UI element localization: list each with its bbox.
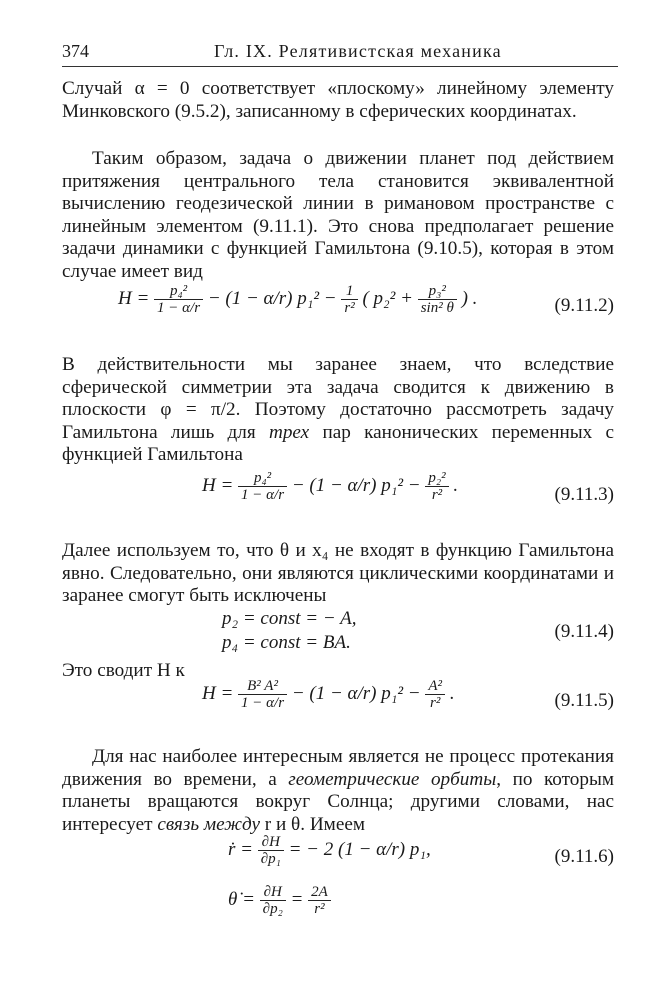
eq5-middle: − (1 − α/r) p₁² −	[291, 682, 421, 704]
eq5-number: (9.11.5)	[554, 690, 614, 711]
equation-9-11-2	[62, 283, 614, 341]
eq3-tail: .	[453, 474, 459, 496]
paragraph-1: Случай α = 0 соответствует «плоскому» линейному элементу Минковского (9.5.2), записанному в сферических координатах.	[62, 78, 614, 122]
header-rule	[62, 66, 618, 67]
paragraph-6-emphasis-1: геометрические орбиты	[288, 768, 497, 790]
eq6-l1-lhs: ṙ =	[228, 838, 253, 860]
eq2-f3-numerator: p₃²	[418, 283, 457, 300]
eq6-l1-rhs: = − 2 (1 − α/r) p₁,	[288, 838, 431, 860]
eq2-f1-numerator: p₄²	[154, 283, 203, 300]
paragraph-3-emphasis: трех	[268, 421, 310, 443]
eq6-l2-result-denominator: r²	[314, 901, 325, 917]
eq6-l2-equals: =	[290, 888, 304, 910]
page-number: 374	[62, 41, 89, 61]
eq6-l2-denominator: ∂p₂	[262, 901, 283, 917]
eq3-lhs: H =	[202, 474, 234, 496]
eq6-l2-result-fraction	[308, 884, 331, 917]
equation-9-11-5	[62, 678, 614, 734]
eq5-f1-denominator: 1 − α/r	[241, 695, 285, 711]
eq3-fraction-2	[425, 470, 448, 503]
eq4-line-1: p₂ = const = − A,	[222, 608, 357, 629]
page-header	[62, 40, 618, 62]
paragraph-3-text-b: пар канонических переменных с функцией Гамильтона	[62, 421, 614, 466]
eq2-fraction-1	[154, 283, 203, 316]
eq2-fraction-3	[418, 283, 457, 316]
paragraph-6	[62, 746, 614, 836]
equation-9-11-3	[62, 470, 614, 528]
eq2-middle-1: − (1 − α/r) p₁² −	[207, 287, 337, 309]
eq5-f1-numerator: B² A²	[238, 678, 287, 695]
eq2-middle-2: ( p₂² +	[362, 287, 413, 309]
eq6-l2-lhs: θ̇ =	[228, 888, 255, 910]
paragraph-5: Это сводит H к	[62, 660, 185, 681]
paragraph-6-text-b: , по которым планеты вращаются вокруг Солнца; другими словами, нас интересует	[62, 768, 615, 835]
eq5-lhs: H =	[202, 682, 234, 704]
eq3-fraction-1	[238, 470, 287, 503]
eq6-l1-numerator: ∂H	[258, 834, 284, 851]
paragraph-4: Далее используем то, что θ и x₄ не входят в функцию Гамильтона явно. Следовательно, они являются циклическими координатами и заранее смогут быть исключены	[62, 540, 614, 607]
eq3-number: (9.11.3)	[554, 484, 614, 505]
paragraph-6-emphasis-2: связь между	[157, 813, 260, 835]
eq4-number: (9.11.4)	[554, 621, 614, 642]
paragraph-6-text-a: Для нас наиболее интересным является не процесс протекания движения во времени, а	[62, 746, 614, 790]
paragraph-3	[62, 354, 614, 467]
eq2-fraction-2	[341, 283, 357, 316]
eq3-f2-numerator: p₂²	[425, 470, 448, 487]
eq3-f1-denominator: 1 − α/r	[241, 487, 285, 503]
eq2-f1-denominator: 1 − α/r	[157, 300, 201, 316]
paragraph-2: Таким образом, задача о движении планет под действием притяжения центрального тела становится эквивалентной вычислению геодезической линии в римановом пространстве с линейным элементом (9.11.1). Это снова предполагает решение задачи динамики с функцией Гамильтона (9.10.5), которая в этом случае имеет вид	[62, 148, 614, 282]
paragraph-3-text-a: В действительности мы заранее знаем, что вследствие сферической симметрии эта задача сводится к движению в плоскости φ = π/2. Поэтому достаточно рассмотреть задачу Гамильтона лишь для	[62, 354, 614, 443]
eq5-fraction-2	[425, 678, 445, 711]
eq2-number: (9.11.2)	[554, 295, 614, 316]
eq4-line-2: p₄ = const = BA.	[222, 632, 351, 653]
eq6-l2-numerator: ∂H	[260, 884, 286, 901]
eq5-tail: .	[449, 682, 455, 704]
eq2-tail: ) .	[461, 287, 478, 309]
eq2-f2-denominator: r²	[344, 300, 355, 316]
eq5-f2-numerator: A²	[425, 678, 445, 695]
eq6-number: (9.11.6)	[554, 846, 614, 867]
eq3-f2-denominator: r²	[431, 487, 443, 503]
eq6-l2-result-numerator: 2A	[308, 884, 331, 901]
eq5-f2-denominator: r²	[430, 695, 441, 711]
running-title: Гл. IX. Релятивистская механика	[214, 41, 502, 61]
eq6-l1-fraction	[258, 834, 284, 867]
paragraph-6-text-c: r и θ. Имеем	[259, 813, 365, 835]
equation-9-11-6	[62, 834, 614, 934]
eq3-middle: − (1 − α/r) p₁² −	[291, 474, 421, 496]
eq6-l2-fraction	[260, 884, 286, 917]
equation-9-11-4	[62, 607, 614, 657]
eq2-lhs: H =	[118, 287, 150, 309]
eq2-f3-denominator: sin² θ	[420, 300, 454, 316]
eq6-l1-denominator: ∂p₁	[260, 851, 281, 867]
eq3-f1-numerator: p₄²	[238, 470, 287, 487]
eq2-f2-numerator: 1	[341, 283, 357, 300]
eq5-fraction-1	[238, 678, 287, 711]
